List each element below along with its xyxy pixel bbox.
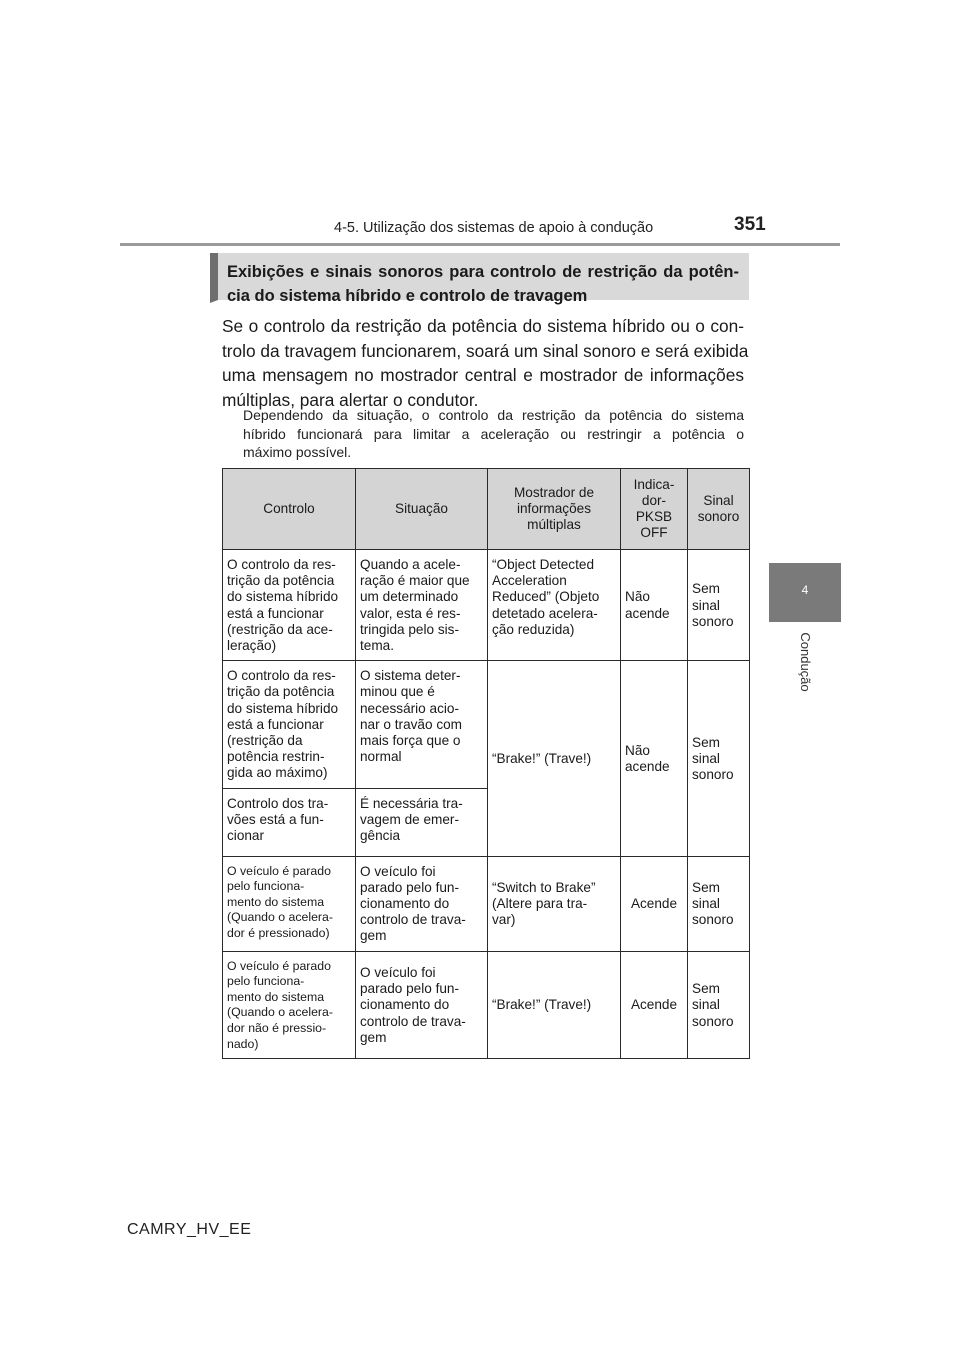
cell-line: Não [625, 742, 650, 758]
header-line: sonoro [697, 509, 740, 524]
section-heading [210, 253, 749, 303]
header-line: Mostrador de [513, 484, 595, 500]
cell-line: sonoro [692, 613, 734, 629]
cell-line: do sistema híbrido [227, 700, 339, 716]
cell-line: sinal [692, 597, 720, 613]
cell-line: trição da potência [227, 573, 335, 589]
cell-line: dor é pressionado) [227, 926, 330, 941]
paragraph-line: uma mensagem no mostrador central e mostrador de informações [222, 365, 744, 385]
document-code: CAMRY_HV_EE [127, 1221, 252, 1238]
cell-line: (Quando o acelera- [227, 910, 333, 925]
cell-line: “Switch to Brake” [492, 879, 596, 895]
cell-line: ração é maior que [360, 573, 470, 589]
cell-mostrador [488, 661, 621, 856]
cell-line: sinal [692, 896, 720, 912]
header-line: dor- [641, 492, 667, 508]
cell-line: controlo de trava- [360, 1013, 466, 1029]
table-header-row [223, 469, 750, 550]
header-controlo [223, 469, 356, 550]
cell-line: var) [492, 912, 516, 928]
cell-line: Acende [630, 896, 678, 912]
cell-controlo [223, 788, 356, 856]
table-row [223, 951, 750, 1059]
intro-paragraph [222, 314, 749, 412]
cell-situacao [356, 788, 488, 856]
header-line: PKSB [635, 509, 673, 524]
cell-line: vões está a fun- [227, 811, 324, 827]
header-line: informações [516, 500, 592, 516]
cell-line: nar o travão com [360, 716, 462, 732]
cell-line: Acende [630, 997, 678, 1013]
cell-line: cionar [227, 828, 265, 844]
cell-line: gem [360, 928, 387, 944]
cell-line: detetado acelera- [492, 605, 598, 621]
cell-line: “Brake!” (Trave!) [492, 997, 592, 1013]
note-line: Dependendo da situação, o controlo da restrição da potência do sistema [243, 407, 744, 423]
cell-controlo [223, 550, 356, 661]
header-indicador [621, 469, 688, 550]
cell-line: gência [360, 828, 401, 844]
heading-line: cia do sistema híbrido e controlo de travagem [227, 287, 588, 305]
section-title: 4-5. Utilização dos sistemas de apoio à condução [334, 220, 654, 236]
cell-controlo [223, 661, 356, 788]
cell-indicador [621, 951, 688, 1059]
cell-line: do sistema híbrido [227, 589, 339, 605]
cell-line: pelo funciona- [227, 974, 305, 989]
cell-line: (restrição da ace- [227, 621, 333, 637]
cell-line: acende [625, 758, 670, 774]
cell-line: “Brake!” (Trave!) [492, 750, 592, 766]
paragraph-line: múltiplas, para alertar o condutor. [222, 389, 479, 410]
cell-line: está a funcionar [227, 605, 324, 621]
cell-line: “Object Detected [492, 557, 594, 572]
cell-line: acende [625, 605, 670, 621]
cell-line: Sem [692, 981, 720, 997]
cell-line: O veículo é parado [227, 958, 331, 973]
cell-line: valor, esta é res- [360, 605, 461, 621]
cell-line: O veículo é parado [227, 863, 331, 878]
control-table [222, 468, 750, 1059]
cell-sinal [688, 661, 750, 856]
cell-line: sonoro [692, 912, 734, 928]
cell-line: O veículo foi [360, 863, 436, 879]
cell-line: mento do sistema [227, 894, 325, 909]
header-sinal [688, 469, 750, 550]
cell-controlo [223, 951, 356, 1059]
chapter-number: 4 [801, 583, 809, 597]
cell-line: Reduced” (Objeto [492, 589, 600, 605]
cell-situacao [356, 951, 488, 1059]
cell-line: parado pelo fun- [360, 981, 460, 997]
table-row [223, 856, 750, 951]
cell-line: controlo de trava- [360, 912, 466, 928]
header-line: Situação [395, 500, 448, 516]
cell-line: leração) [227, 638, 277, 654]
cell-situacao [356, 661, 488, 788]
cell-situacao [356, 856, 488, 951]
cell-line: mento do sistema [227, 989, 325, 1004]
cell-line: É necessária tra- [360, 795, 463, 811]
cell-line: um determinado [360, 589, 459, 605]
cell-line: potência restrin- [227, 749, 325, 765]
cell-line: Sem [692, 581, 720, 597]
cell-line: O sistema deter- [360, 668, 461, 684]
cell-line: sinal [692, 997, 720, 1013]
cell-line: Sem [692, 734, 720, 750]
table-row [223, 661, 750, 788]
cell-line: (Altere para tra- [492, 896, 588, 912]
cell-line: Não [625, 589, 650, 605]
cell-mostrador [488, 856, 621, 951]
cell-line: tema. [360, 638, 394, 654]
cell-indicador [621, 661, 688, 856]
cell-line: cionamento do [360, 896, 450, 912]
cell-line: (Quando o acelera- [227, 1005, 333, 1020]
cell-line: tringida pelo sis- [360, 621, 459, 637]
paragraph-line: trolo da travagem funcionarem, soará um sinal sonoro e será exibida [222, 340, 749, 361]
header-situacao [356, 469, 488, 550]
page-number: 351 [734, 214, 766, 235]
cell-line: sinal [692, 750, 720, 766]
cell-line: está a funcionar [227, 716, 324, 732]
cell-line: O controlo da res- [227, 557, 336, 572]
header-mostrador [488, 469, 621, 550]
cell-controlo [223, 856, 356, 951]
cell-line: cionamento do [360, 997, 450, 1013]
cell-line: O veículo foi [360, 964, 436, 980]
cell-line: parado pelo fun- [360, 879, 460, 895]
note-line: máximo possível. [243, 444, 352, 460]
cell-line: pelo funciona- [227, 879, 305, 894]
cell-line: vagem de emer- [360, 811, 459, 827]
cell-line: Quando a acele- [360, 557, 461, 572]
cell-line: Sem [692, 879, 720, 895]
cell-situacao [356, 550, 488, 661]
heading-line: Exibições e sinais sonoros para controlo de restrição da potên- [227, 263, 739, 281]
cell-line: minou que é [360, 684, 435, 700]
cell-indicador [621, 856, 688, 951]
header-line: OFF [640, 525, 668, 541]
cell-mostrador [488, 550, 621, 661]
cell-line: trição da potência [227, 684, 335, 700]
cell-line: O controlo da res- [227, 668, 336, 684]
cell-line: gida ao máximo) [227, 765, 328, 781]
cell-line: sonoro [692, 767, 734, 783]
cell-line: Acceleration [492, 573, 567, 589]
header-line: múltiplas [527, 517, 581, 533]
note-line: híbrido funcionará para limitar a aceleração ou restringir a potência o [243, 425, 744, 442]
cell-line: nado) [227, 1036, 259, 1051]
cell-mostrador [488, 951, 621, 1059]
cell-sinal [688, 856, 750, 951]
cell-line: gem [360, 1029, 387, 1045]
cell-sinal [688, 550, 750, 661]
note-paragraph [243, 406, 744, 462]
chapter-label: Condução [798, 632, 813, 692]
header-line: Sinal [703, 492, 734, 508]
cell-sinal [688, 951, 750, 1059]
cell-line: normal [360, 749, 402, 765]
header-line: Controlo [263, 500, 315, 516]
cell-line: sonoro [692, 1013, 734, 1029]
cell-line: ção reduzida) [492, 621, 575, 637]
table-row [223, 550, 750, 661]
header-line: Indica- [633, 476, 675, 492]
cell-line: necessário acio- [360, 700, 459, 716]
cell-indicador [621, 550, 688, 661]
cell-line: Controlo dos tra- [227, 795, 329, 811]
cell-line: mais força que o [360, 733, 461, 749]
cell-line: (restrição da [227, 733, 303, 749]
paragraph-line: Se o controlo da restrição da potência do sistema híbrido ou o con- [222, 316, 744, 336]
header-divider [120, 243, 840, 246]
cell-line: dor não é pressio- [227, 1021, 327, 1036]
